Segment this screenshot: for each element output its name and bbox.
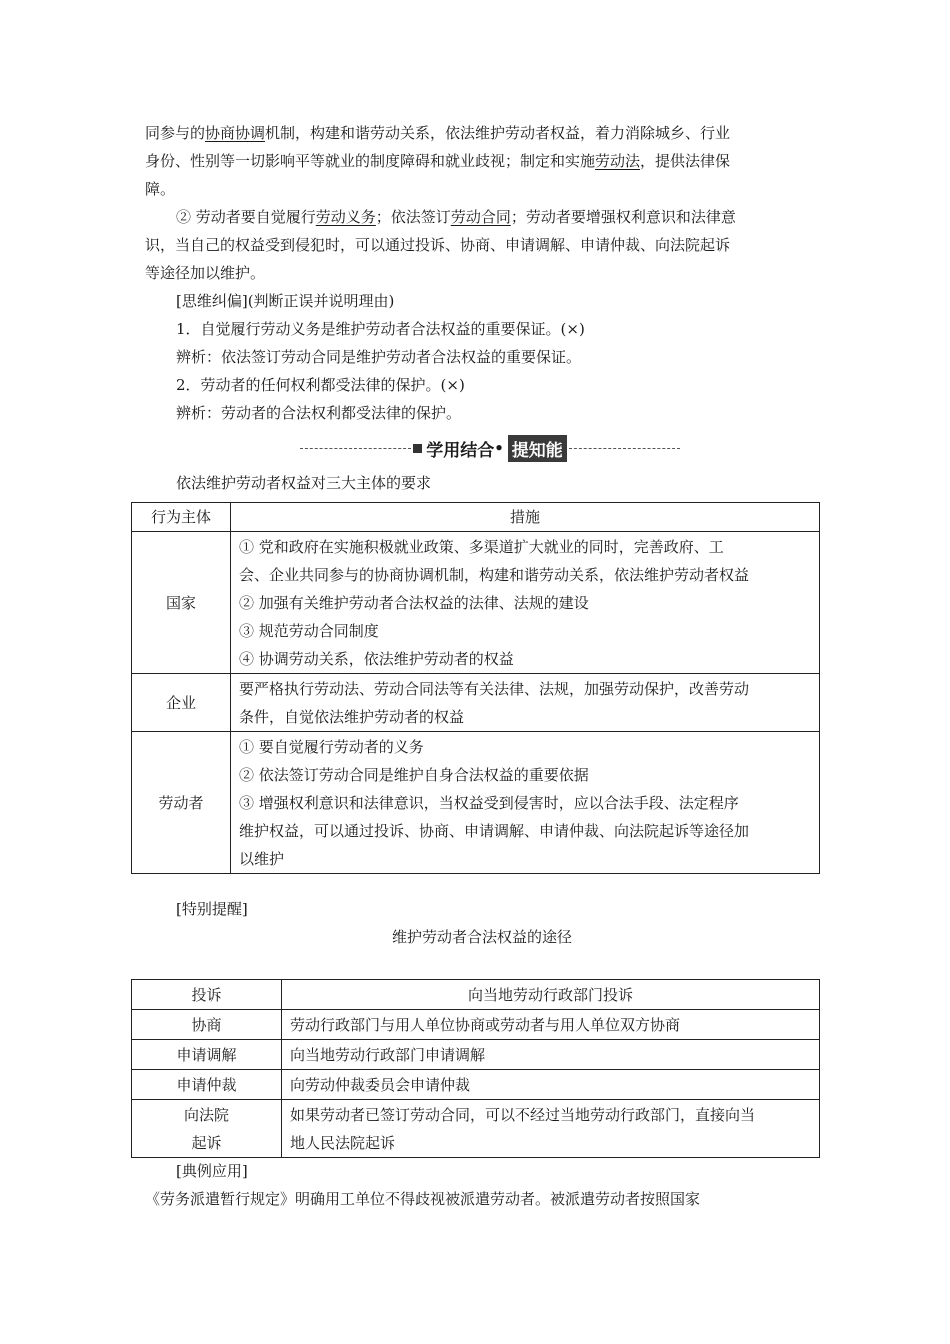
measure-line: 要严格执行劳动法、劳动合同法等有关法律、法规，加强劳动保护，改善劳动	[239, 679, 750, 698]
correction-item: 2．劳动者的任何权利都受法律的保护。(×)	[176, 376, 465, 394]
measure-line: ① 要自觉履行劳动者的义务	[239, 737, 424, 756]
measure-line: 条件，自觉依法维护劳动者的权益	[239, 707, 465, 726]
measure-line: ② 加强有关维护劳动者合法权益的法律、法规的建设	[239, 593, 589, 612]
banner-divider-right	[569, 448, 680, 449]
table1-caption: 依法维护劳动者权益对三大主体的要求	[176, 474, 432, 492]
banner-dot: •	[494, 439, 504, 457]
correction-analysis: 辨析：劳动者的合法权利都受法律的保护。	[176, 404, 462, 422]
table-header-cell: 措施	[231, 503, 820, 532]
reminder-label: [特别提醒]	[176, 900, 248, 918]
measure-line: ③ 规范劳动合同制度	[239, 621, 379, 640]
example-text: 《劳务派遣暂行规定》明确用工单位不得歧视被派遣劳动者。被派遣劳动者按照国家	[145, 1190, 701, 1208]
way-desc-cell: 劳动行政部门与用人单位协商或劳动者与用人单位双方协商	[282, 1010, 820, 1040]
way-cell: 申请仲裁	[132, 1070, 282, 1100]
section-banner	[300, 434, 680, 462]
measure-line: 会、企业共同参与的协商协调机制，构建和谐劳动关系，依法维护劳动者权益	[239, 565, 750, 584]
subjects-table	[131, 502, 820, 874]
way-cell: 投诉	[132, 980, 282, 1010]
table-row	[132, 674, 820, 732]
intro-line: 身份、性别等一切影响平等就业的制度障碍和就业歧视；制定和实施劳动法，提供法律保	[145, 152, 731, 170]
measure-line: 以维护	[239, 849, 285, 868]
way-cell: 申请调解	[132, 1040, 282, 1070]
intro-line: 同参与的协商协调机制，构建和谐劳动关系，依法维护劳动者权益，着力消除城乡、行业	[145, 124, 731, 142]
measure-line: ② 依法签订劳动合同是维护自身合法权益的重要依据	[239, 765, 589, 784]
measure-line: 维护权益，可以通过投诉、协商、申请调解、申请仲裁、向法院起诉等途径加	[239, 821, 750, 840]
measure-line: ③ 增强权利意识和法律意识，当权益受到侵害时，应以合法手段、法定程序	[239, 793, 739, 812]
example-label: [典例应用]	[176, 1162, 248, 1180]
intro-line: 等途径加以维护。	[145, 264, 266, 282]
measure-line: ① 党和政府在实施积极就业政策、多渠道扩大就业的同时，完善政府、工	[239, 537, 724, 556]
subject-cell: 劳动者	[132, 732, 231, 874]
measure-line: ④ 协调劳动关系，依法维护劳动者的权益	[239, 649, 514, 668]
way-desc-cell: 向当地劳动行政部门申请调解	[282, 1040, 820, 1070]
table-header-row	[132, 503, 820, 532]
subject-cell: 企业	[132, 674, 231, 732]
correction-item: 1．自觉履行劳动义务是维护劳动者合法权益的重要保证。(×)	[176, 320, 585, 338]
correction-analysis: 辨析：依法签订劳动合同是维护劳动者合法权益的重要保证。	[176, 348, 582, 366]
table-row	[132, 1070, 820, 1100]
way-desc-cell: 向劳动仲裁委员会申请仲裁	[282, 1070, 820, 1100]
correction-heading: [思维纠偏](判断正误并说明理由)	[176, 292, 395, 310]
ways-table	[131, 979, 820, 1158]
banner-divider-left	[300, 448, 411, 449]
table-row	[132, 532, 820, 674]
way-desc-cell: 如果劳动者已签订劳动合同，可以不经过当地劳动行政部门，直接向当 地人民法院起诉	[282, 1100, 820, 1158]
measures-cell	[231, 532, 820, 674]
table-row	[132, 1040, 820, 1070]
table-row	[132, 732, 820, 874]
table-row	[132, 1010, 820, 1040]
banner-boxed-text: 提知能	[508, 435, 567, 462]
table-row	[132, 1100, 820, 1158]
way-cell: 协商	[132, 1010, 282, 1040]
way-cell: 向法院 起诉	[132, 1100, 282, 1158]
intro-line: ② 劳动者要自觉履行劳动义务；依法签订劳动合同；劳动者要增强权利意识和法律意	[176, 208, 736, 226]
table-row	[132, 980, 820, 1010]
measures-cell	[231, 732, 820, 874]
square-bullet-icon	[413, 444, 422, 453]
table-header-cell: 行为主体	[132, 503, 231, 532]
intro-line: 障。	[145, 180, 176, 198]
measures-cell	[231, 674, 820, 732]
intro-line: 识，当自己的权益受到侵犯时，可以通过投诉、协商、申请调解、申请仲裁、向法院起诉	[145, 236, 731, 254]
way-desc-cell: 向当地劳动行政部门投诉	[282, 980, 820, 1010]
banner-text: 学用结合	[426, 440, 495, 461]
subject-cell: 国家	[132, 532, 231, 674]
reminder-title: 维护劳动者合法权益的途径	[392, 928, 573, 946]
